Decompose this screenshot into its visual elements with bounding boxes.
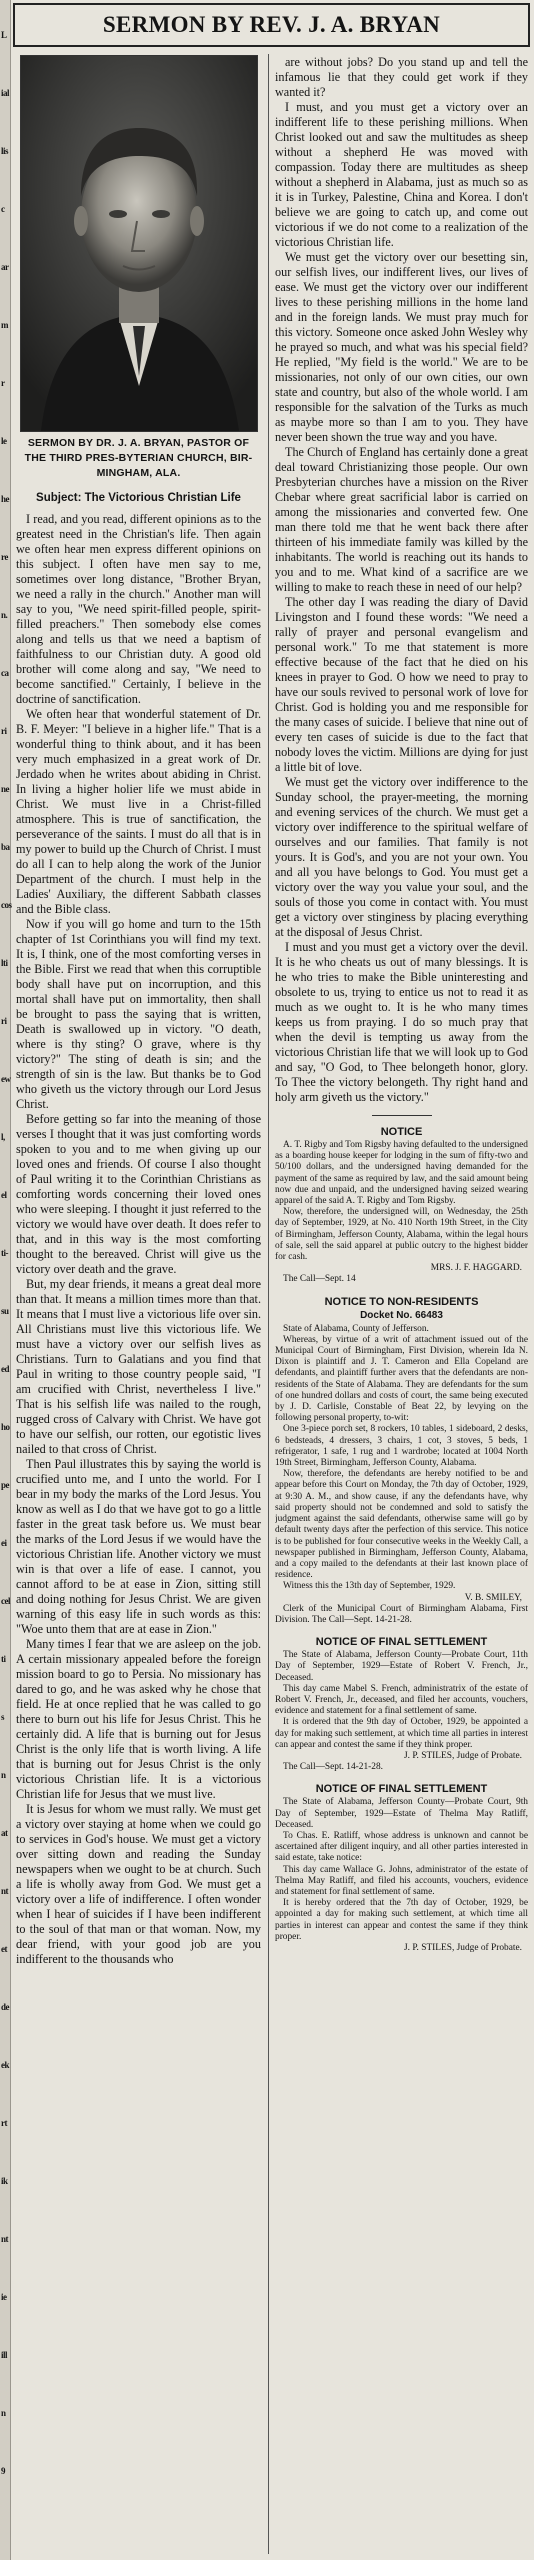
margin-fragment: su	[1, 1306, 9, 1316]
article-paragraph: are without jobs? Do you stand up and tell the infamous lie that they could get work if they wanted it?	[275, 55, 528, 99]
notice-paragraph: Now, therefore, the undersigned will, on Wednesday, the 25th day of September, 1929, at No. 410 North 19th Street, in the City of Birmingham, Jefferson County, Alabama, within the legal hours of sale, sell the said apparel at public outcry to the highest bidder for cash.	[275, 1207, 528, 1263]
article-paragraph: It is Jesus for whom we must rally. We must get a victory over staying at home when we could go to services in God's house. We must get a victory over sitting down and reading the Sunday newspapers when we ought to be at church. Such a life is wholly away from God. We must get a victory over a life of indifference. I often wonder when I hear of suicides if I have been indifferent to the soul of that man or that woman. Now, my dear friend, with your good job are you indifferent to the thousands who	[16, 1802, 261, 1966]
margin-fragment: cos	[1, 900, 12, 910]
margin-fragment: ri	[1, 726, 7, 736]
margin-fragment: nt	[1, 2234, 9, 2244]
margin-fragment: ne	[1, 784, 9, 794]
notice-signature: V. B. SMILEY,	[464, 1592, 522, 1603]
margin-fragment: n	[1, 2408, 6, 2418]
portrait-image	[21, 56, 257, 431]
article-paragraph: I must and you must get a victory over the devil. It is he who cheats us out of many blessings. It is he who tries to make the Bible uninteresting and obsolete to us, trying to entice us not to read it as much as we ought to. It is he who many times keeps us from praying. I do so much pray that when the devil is tempting us away from the victorious Christian life that we will look up to God and say, "O God, to Thee belongeth honor, glory. To Thee the victory belongeth. Thy right hand and holy arm giveth us the victory."	[275, 940, 528, 1104]
notice-paragraph: Now, therefore, the defendants are hereby notified to be and appear before this Court on Monday, the 7th day of October, 1929, at 9:30 A. M., and show cause, if any the defendants have, why said property should not be condemned and sold to satisfy the judgment against the said defendants, otherwise same will go by default twenty days after the perfection of this service. This notice is to be published for four consecutive weeks in the Weekly Call, a newspaper published in Birmingham, Jefferson County, Alabama, and a copy mailed to the defendants at their last known place of residence.	[275, 1469, 528, 1581]
margin-fragment: rt	[1, 2118, 7, 2128]
legal-notice	[275, 1296, 528, 1626]
notice-paragraph: Witness this the 13th day of September, 1929.	[283, 1581, 456, 1592]
legal-notice	[275, 1636, 528, 1773]
margin-fragment: r	[1, 378, 5, 388]
margin-fragment: 9	[1, 2466, 5, 2476]
margin-fragment: ti	[1, 1654, 6, 1664]
notice-paragraph: It is ordered that the 9th day of October, 1929, be appointed a day for making such settlement, at which time all parties in interest can appear and contest the same if they think proper.	[275, 1717, 528, 1750]
margin-fragment: pe	[1, 1480, 9, 1490]
margin-fragment: lis	[1, 146, 9, 156]
margin-fragment: ek	[1, 2060, 9, 2070]
margin-fragment: c	[1, 204, 5, 214]
margin-fragment: ca	[1, 668, 9, 678]
notice-paragraph: The State of Alabama, Jefferson County—Probate Court, 9th Day of September, 1929—Estate of Thelma May Ratliff, Deceased.	[275, 1797, 528, 1830]
margin-fragment: m	[1, 320, 8, 330]
margin-fragment: ar	[1, 262, 9, 272]
notice-paragraph: One 3-piece porch set, 8 rockers, 10 tables, 1 sideboard, 2 desks, 6 bedsteads, 4 dressers, 3 chairs, 1 cot, 3 stoves, 5 beds, 1 refrigerator, 1 safe, 1 rug and 1 wardrobe; located at 1004 North 19th Street, Birmingham, Jefferson County, Alabama.	[275, 1424, 528, 1469]
article-body-left	[16, 512, 261, 1967]
margin-fragment: ho	[1, 1422, 10, 1432]
article-paragraph: Many times I fear that we are asleep on the job. A certain missionary appealed before the foreign mission board to go to Persia. No missionary has dared to go, and he was asked why he chose that field. He at once replied that he was called to go there to burn out his life for Jesus Christ. This he certainly did. A life that is burning out for Jesus Christ is the only life that is worth living. A life that is burning out for Jesus Christ is the only victorious Christian life. It is a victorious Christian life for Jesus that we must live.	[16, 1637, 261, 1801]
section-divider	[372, 1115, 432, 1116]
notice-title: NOTICE TO NON-RESIDENTS	[324, 1295, 479, 1308]
notice-publication-line: The Call—Sept. 14-21-28.	[283, 1762, 383, 1773]
margin-fragment: n	[1, 1770, 6, 1780]
article-paragraph: We must get the victory over our besetting sin, our selfish lives, our indifferent lives, our lives of ease. We must get the victory over our indifferent lives to these perishing millions in the home land and in the foreign lands. We must pray much for this victory. Someone once asked John Wesley why he prayed so much, and what was his special field? He replied, "My field is the world." We are to be missionaries, not only of our own cities, our own state and country, but also of the whole world. I am responsible for the salvation of the Turks as much as maybe more so than I am to you. They have never been shown the true way and you have.	[275, 250, 528, 444]
article-body-right	[275, 55, 528, 1105]
margin-fragment: re	[1, 552, 8, 562]
notice-publication-line: Clerk of the Municipal Court of Birmingham Alabama, First Division. The Call—Sept. 14-21-28.	[275, 1603, 528, 1625]
notice-paragraph: The State of Alabama, Jefferson County—Probate Court, 11th Day of September, 1929—Estate of Robert V. French, Jr., Deceased.	[275, 1650, 528, 1683]
article-paragraph: The Church of England has certainly done a great deal toward Christianizing those people. Our own Presbyterian churches have a mission on the River Chebar where great sacrificial labor is carried on among the missionaries and converted few. One man there told me that he went back there after thirteen of his immediate family was killed by the inhabitants. The world is reaching out its hands to you and to me. What kind of a sacrifice are we willing to make to reach these in need of our help?	[275, 445, 528, 594]
margin-fragment: ew	[1, 1074, 11, 1084]
notice-title: NOTICE	[380, 1126, 423, 1138]
notice-signature: J. P. STILES, Judge of Probate.	[404, 1750, 522, 1761]
margin-fragment: de	[1, 2002, 9, 2012]
article-column-left	[16, 55, 261, 2555]
margin-fragment: n.	[1, 610, 8, 620]
article-paragraph: I read, and you read, different opinions as to the greatest need in the Christian's life. Then again we often hear men express different opinions on this subject. I often have men say to me, sometimes over long distance, "Brother Bryan, we need a rally in the church." Another man will say to you, "We need spirit-filled people, spirit-filled preachers." Then somebody else comes along and tells us that we need a baptism of faithfulness to our Christian duty. A good old brother will come along and say, "We need to become sanctified." Certainly, I believe in the doctrine of sanctification.	[16, 512, 261, 706]
article-paragraph: We must get the victory over indifference to the Sunday school, the prayer-meeting, the morning and evening services of the church. We must get a victory over indifference to the spiritual welfare of ourselves and our families. That family is not yours. It is God's, and you are not your own. You and all you have belongs to God. You must get a victory over the way you value your soul, and the souls of those you come in contact with. You must get a victory over stinginess by placing everything at the disposal of Jesus Christ.	[275, 775, 528, 939]
margin-fragment: at	[1, 1828, 8, 1838]
margin-fragment: cel	[1, 1596, 10, 1606]
sermon-subject: Subject: The Victorious Christian Life	[36, 492, 241, 504]
article-paragraph: I must, and you must get a victory over an indifferent life to these perishing millions. When Christ looked out and saw the multitudes as sheep without a shepherd He was moved with compassion. Today there are multitudes as sheep without a shepherd in Alabama, just as much so as it is in Turkey, Palestine, China and Korea. I don't believe we are going to catch up, and come out victorious if we do not come to a realization of the victorious Christian life.	[275, 100, 528, 249]
photo-caption: SERMON BY DR. J. A. BRYAN, PASTOR OF THE THIRD PRES-BYTERIAN CHURCH, BIR-MINGHAM, ALA.	[24, 437, 253, 479]
margin-fragment: L	[1, 30, 7, 40]
margin-fragment: ba	[1, 842, 10, 852]
margin-fragment: le	[1, 436, 7, 446]
article-paragraph: Before getting so far into the meaning of those verses I thought that it was just comforting words spoken to you and to me when giving up our loved ones and friends. Of course I also thought of Paul writing it to the Corinthian Christians as comforting words concerning their loved ones who were sleeping. I thought it just referred to the victory we would have over death. It does refer to that, and in this way is the most comforting thought to the bereaved. Christ will give us the victory over death and the grave.	[16, 1112, 261, 1276]
margin-fragment: s	[1, 1712, 5, 1722]
column-rule	[268, 54, 269, 2554]
article-paragraph: But, my dear friends, it means a great deal more than that. It means a million times more than that. It means that I must live a victorious life over sin. All Christians must live this victorious life. We must have a victory over our selfish lives as Christians. Turn to Galatians and you find that Paul in writing to those country people said, "I am crucified with Christ, nevertheless I live." That is his selfish life was nailed to the rough, rugged cross of Calvary with Christ. We have got to have our selfish, our rotten, our egotistic lives nailed to that cross of Christ.	[16, 1277, 261, 1456]
margin-fragment: ri	[1, 1016, 7, 1026]
notice-title: NOTICE OF FINAL SETTLEMENT	[315, 1783, 488, 1796]
margin-fragment: ial	[1, 88, 10, 98]
notice-paragraph: It is hereby ordered that the 7th day of October, 1929, be appointed a day for making such settlement, at which time all parties in interest can appear and contest the same if they think proper.	[275, 1898, 528, 1942]
margin-fragment: l,	[1, 1132, 5, 1142]
margin-fragment: lti	[1, 958, 8, 968]
notice-signature: MRS. J. F. HAGGARD.	[430, 1263, 522, 1274]
article-column-right	[275, 55, 528, 2555]
notice-paragraph: This day came Mabel S. French, administratrix of the estate of Robert V. French, Jr., deceased, and filed her accounts, vouchers, evidence and statement for a final settlement of same.	[275, 1683, 528, 1717]
margin-fragment: ill	[1, 2350, 8, 2360]
legal-notices	[275, 1126, 528, 1954]
margin-fragment: ti-	[1, 1248, 8, 1258]
notice-docket: Docket No. 66483	[360, 1309, 443, 1321]
notice-publication-line: The Call—Sept. 14	[283, 1274, 356, 1285]
margin-fragment: ie	[1, 2292, 7, 2302]
margin-fragment: ik	[1, 2176, 8, 2186]
margin-fragment: el	[1, 1190, 7, 1200]
notice-title: NOTICE OF FINAL SETTLEMENT	[315, 1636, 488, 1649]
article-paragraph: The other day I was reading the diary of David Livingston and I found these words: "We need a rally of prayer and personal evangelism and personal work." To me that statement is more effective because of the fact that he died on his knees in prayer to God. O how we need to pray to have our souls revived to personal work of love for Christ. God is holding you and me responsible for the many cases of suicide. I believe that nine out of every ten cases of suicide is due to the fact that nobody loves the victim. Millions are dying for just a little bit of love.	[275, 595, 528, 774]
notice-paragraph: State of Alabama, County of Jefferson.	[283, 1323, 429, 1334]
left-margin-fragments	[0, 0, 11, 2560]
margin-fragment: he	[1, 494, 9, 504]
portrait-photo	[20, 55, 258, 432]
article-paragraph: Then Paul illustrates this by saying the world is crucified unto me, and I unto the world. For I bear in my body the marks of the Lord Jesus. You know as well as I do that we have got to go a little faster in the great task before us. We must bear the marks of the Lord Jesus if we would have the victorious Christian life. Another victory we must win is that over a life of ease. I cannot, you cannot afford to be at ease in Zion, sitting still and doing nothing for Jesus Christ. We are given warning of this easy life in such words as this: "Woe unto them that are at ease in Zion."	[16, 1457, 261, 1636]
margin-fragment: ed	[1, 1364, 9, 1374]
notice-paragraph: A. T. Rigby and Tom Rigsby having defaulted to the undersigned as a boarding house keeper for lodging in the sum of fifty-two and 50/100 dollars, and the undersigned having demanded for the payment of the same as required by law, and the said amount being now due and unpaid, and the undersigned having seized wearing apparel of the said A. T. Rigby and Tom Rigsby.	[275, 1140, 528, 1207]
margin-fragment: ei	[1, 1538, 7, 1548]
article-paragraph: Now if you will go home and turn to the 15th chapter of 1st Corinthians you will find my text. It is, I think, one of the most comforting verses in the Bible. First we read that when this corruptible body shall have put on incorruption, and this mortal shall have put on immortality, then shall be brought to pass the saying that is written, Death is swallowed up in victory. "O death, where is thy sting? O grave, where is thy victory?" The sting of death is sin; and the strength of sin is the law. But thanks be to God who giveth us the victory through our Lord Jesus Christ.	[16, 917, 261, 1111]
legal-notice	[275, 1783, 528, 1954]
margin-fragment: et	[1, 1944, 7, 1954]
notice-paragraph: To Chas. E. Ratliff, whose address is unknown and cannot be ascertained after diligent inquiry, and all other parties interested in said estate, take notice:	[275, 1830, 528, 1864]
notice-signature: J. P. STILES, Judge of Probate.	[404, 1943, 522, 1953]
notice-paragraph: Whereas, by virtue of a writ of attachment issued out of the Municipal Court of Birmingham, First Division, wherein Ida N. Dixon is plaintiff and J. T. Cameron and Ella Copeland are defendants, and plaintiff further avers that the defendants are non-residents of the State of Alabama. They are defendants for the sum of one hundred dollars and costs of court, the same being executed by J. D. Carlisle, Constable of Beat 22, by levying on the following personal property, to-wit:	[275, 1334, 528, 1424]
article-headline: SERMON BY REV. J. A. BRYAN	[13, 3, 530, 47]
legal-notice	[275, 1126, 528, 1286]
margin-fragment: nt	[1, 1886, 9, 1896]
notice-paragraph: This day came Wallace G. Johns, administrator of the estate of Thelma May Ratliff, and filed his accounts, vouchers, evidence and statement for final settlement of same.	[275, 1864, 528, 1897]
article-paragraph: We often hear that wonderful statement of Dr. B. F. Meyer: "I believe in a higher life." That is a wonderful thing to think about, and it has been very much emphasized in a great work of Dr. Jerdado when he writes about abiding in Christ. In living a higher holier life we must abide in Christ. We must live in a Christ-filled atmosphere. This is true of sanctification, the perseverance of the saints. I must do all that is in my power to build up the Church of Christ. I must do all I can to help along the work of the Junior Department of the church. I must help in the Ladies' Auxiliary, the different Sabbath classes and the Bible class.	[16, 707, 261, 916]
